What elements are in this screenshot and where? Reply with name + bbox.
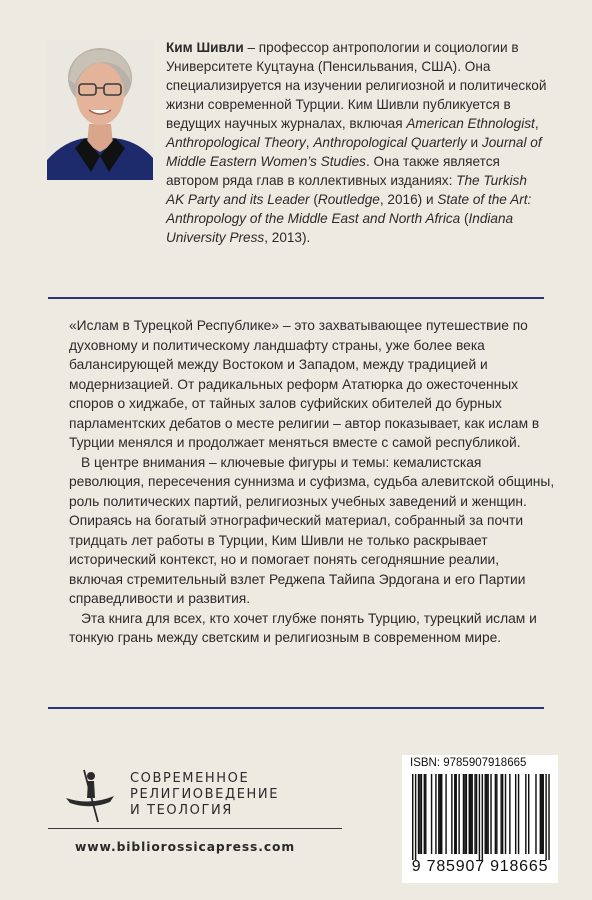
barcode-bar [464,774,465,854]
barcode-bar [490,774,491,854]
bio-text: – профессор антропологии и социологии в Университете Куцтауна (Пенсильвания, США). Она специализируется на изучении религиозной и политической жизни современной Турции. Ким Шивли публикуется в ведущих научных журналах, включая [166,40,547,131]
barcode-guard-bar [545,774,546,860]
divider-bottom [48,707,544,709]
barcode-bar [424,774,425,854]
barcode-bar [441,774,442,854]
bio-text: . Она также является автором ряда глав в коллективных изданиях: [166,154,500,188]
journal-title: American Ethnologist [406,116,535,131]
barcode-bar [463,774,464,854]
series-title [130,771,279,819]
description-paragraph: «Ислам в Турецкой Республике» – это захватывающее путешествие по духовному и политическому ландшафту страны, уже более века балансирующей между Востоком и Западом, между традицией и модернизацией. От радикальных реформ Ататюрка до ожесточенных споров о хиджабе, от тайных залов суфийских обителей до бурных парламентских дебатов о месте религии – автор показывает, как ислам в Турции менялся и продолжает меняться вместе с самой республикой. [69,318,540,450]
barcode-bar [458,774,459,854]
barcode-bar [438,774,439,854]
barcode-bar [470,774,471,854]
barcode-bar [505,774,506,854]
journal-title: Anthropological Theory [166,135,306,150]
barcode-bar [445,774,446,854]
publisher-text: , 2016) и [379,192,438,207]
barcode-bar [535,774,536,854]
barcode-guard-bar [482,774,483,860]
barcode-bar [525,774,526,854]
description-paragraph: Эта книга для всех, кто хочет глубже понять Турцию, турецкий ислам и тонкую грань между светским и религиозным в современном мире. [69,610,537,645]
journal-title: Journal of Middle Eastern Women’s Studies [166,135,542,169]
publisher-text: ( [460,211,469,226]
series-line: И ТЕОЛОГИЯ [130,803,233,818]
book-description [69,316,555,648]
author-name: Ким Шивли [166,40,244,55]
barcode-bar [487,774,488,854]
barcode-bar [451,774,452,854]
author-bio [166,38,548,247]
isbn-barcode-box [402,755,558,883]
barcode-bar [518,774,519,854]
publisher-text: , 2013). [264,230,311,245]
publisher-website: www.bibliorossicapress.com [75,840,296,854]
barcode-bar [474,774,475,854]
barcode-bar [456,774,457,854]
barcode-bar [476,774,477,854]
description-paragraph: В центре внимания – ключевые фигуры и темы: кемалистская революция, пересечения суннизма и суфизма, судьба алевитской общины, роль политических партий, религиозных учебных заведений и женщин. Опираясь на богатый этнографический материал, собранный за почти тридцать лет работы в Турции, Ким Шивли не только раскрывает исторический контекст, но и помогает понять сегодняшние реалии, включая стремительный взлет Реджепа Тайипа Эрдогана и его Партии справедливости и развития. [69,454,555,606]
barcode-bar [496,774,497,854]
barcode-guard-bar [548,774,549,860]
journal-title: Anthropological Quarterly [313,135,467,150]
divider-top [48,297,544,299]
barcode-bar [454,774,455,854]
separator: и [466,135,482,150]
separator: , [534,116,539,131]
barcode-bar [485,774,486,854]
barcode-bar [502,774,503,854]
barcode-bar [540,774,541,854]
publisher-text: ( [309,192,318,207]
barcode-guard-bar [479,774,480,860]
barcode-bar [495,774,496,854]
barcode-bar [466,774,467,854]
publisher-name: Indiana University Press [166,211,514,245]
barcode-bar [528,774,529,854]
series-line: СОВРЕМЕННОЕ [130,771,250,786]
barcode-bar [500,774,501,854]
author-photo [47,40,153,180]
isbn-digits: 9 785907 918665 [411,858,549,875]
book-title: The Turkish AK Party and its Leader [166,173,527,207]
publisher-name: Routledge [317,192,380,207]
barcode-guard-bar [415,774,416,860]
barcode [406,774,554,862]
barcode-bar [469,774,470,854]
barcode-bar [515,774,516,854]
series-line: РЕЛИГИОВЕДЕНИЕ [130,787,280,802]
barcode-bar [440,774,441,854]
website-divider [48,828,342,829]
barcode-bar [509,774,510,854]
barcode-bar [543,774,544,854]
barcode-bar [435,774,436,854]
barcode-bar [419,774,420,854]
barcode-bar [471,774,472,854]
barcode-bar [431,774,432,854]
isbn-label: ISBN: 9785907918665 [410,757,527,769]
barcode-guard-bar [412,774,413,860]
boat-rower-icon [64,768,116,824]
barcode-bar [418,774,419,854]
barcode-bar [486,774,487,854]
barcode-bar [541,774,542,854]
barcode-bar [421,774,422,854]
barcode-bar [425,774,426,854]
book-title: State of the Art: Anthropology of the Middle East and North Africa [166,192,532,226]
separator: , [305,135,314,150]
